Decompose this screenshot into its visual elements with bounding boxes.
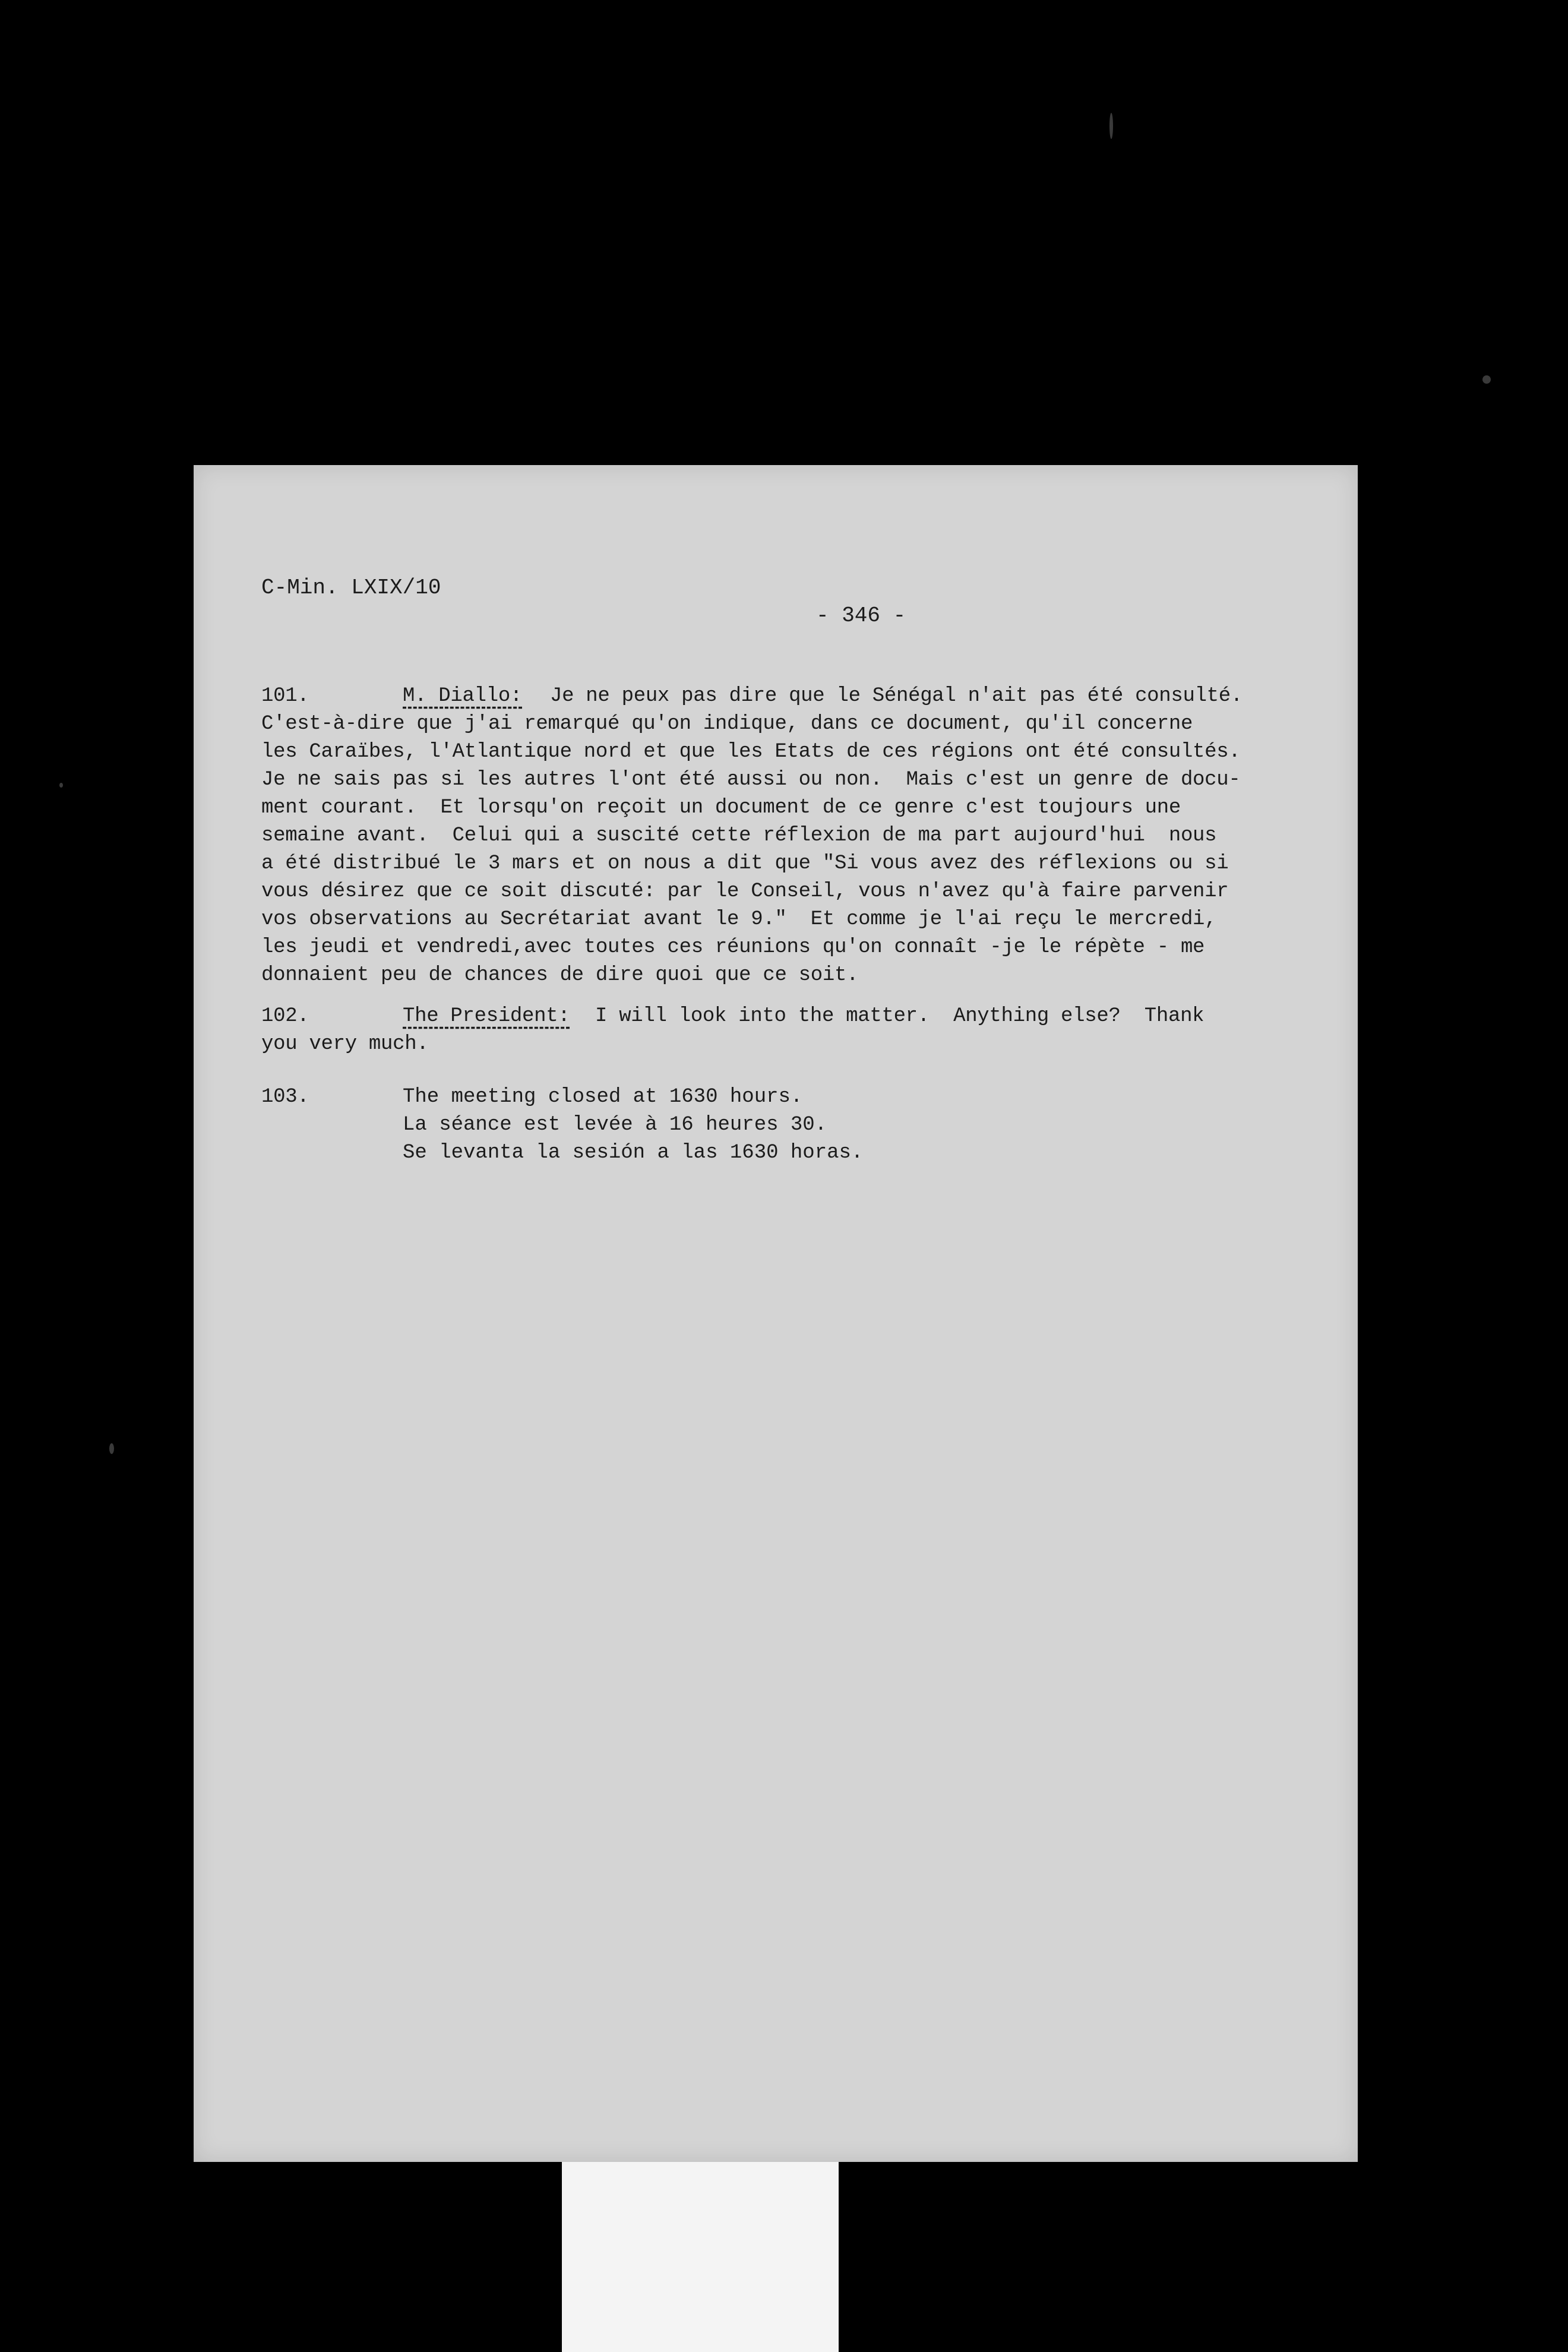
paragraph-line: Je ne peux pas dire que le Sénégal n'ait pas été consulté. [550,685,1243,707]
paragraph-number: 101. [261,685,309,707]
paragraph-line: you very much. [261,1033,429,1055]
paragraph-line: vous désirez que ce soit discuté: par le Conseil, vous n'avez qu'à faire parvenir [261,880,1229,903]
document-reference: C-Min. LXIX/10 [261,576,441,600]
closing-line-english: The meeting closed at 1630 hours. [403,1086,803,1108]
paragraph-line: I will look into the matter. Anything else? Thank [595,1005,1205,1028]
closing-line-spanish: Se levanta la sesión a las 1630 horas. [403,1142,864,1164]
film-speck [109,1443,114,1454]
paragraph-line: les Caraïbes, l'Atlantique nord et que les Etats de ces régions ont été consultés. [261,741,1241,763]
paragraph-line: C'est-à-dire que j'ai remarqué qu'on indique, dans ce document, qu'il concerne [261,713,1193,735]
paragraph-line: vos observations au Secrétariat avant le 9." Et comme je l'ai reçu le mercredi, [261,908,1217,931]
film-speck [1482,375,1491,384]
page-number: - 346 - [816,603,906,628]
closing-line-french: La séance est levée à 16 heures 30. [403,1114,827,1136]
paragraph-line: ment courant. Et lorsqu'on reçoit un document de ce genre c'est toujours une [261,796,1181,819]
speaker-name: The President: [403,1005,570,1028]
blank-target-card [562,2162,839,2352]
document-page [194,465,1358,2162]
paragraph-line: Je ne sais pas si les autres l'ont été aussi ou non. Mais c'est un genre de docu- [261,769,1241,791]
paragraph-number: 102. [261,1005,309,1028]
film-speck [59,783,63,788]
paragraph-line: semaine avant. Celui qui a suscité cette réflexion de ma part aujourd'hui nous [261,824,1217,847]
paragraph-line: a été distribué le 3 mars et on nous a dit que "Si vous avez des réflexions ou si [261,852,1229,875]
paragraph-number: 103. [261,1086,309,1108]
speaker-name: M. Diallo: [403,685,523,707]
paragraph-line: donnaient peu de chances de dire quoi que ce soit. [261,964,859,987]
paragraph-line: les jeudi et vendredi,avec toutes ces réunions qu'on connaît -je le répète - me [261,936,1205,959]
film-scratch [1109,113,1113,139]
